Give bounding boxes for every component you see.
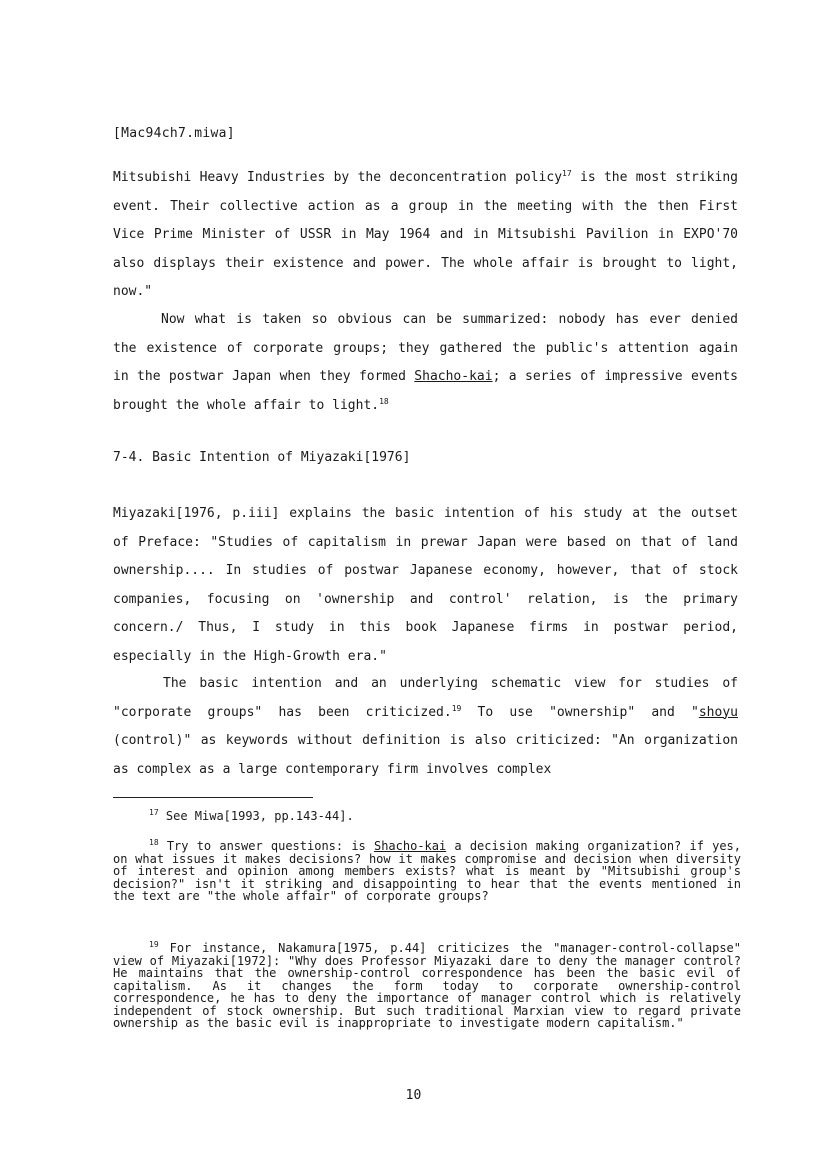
footnote-divider xyxy=(113,797,313,798)
footnote-17-text: See Miwa[1993, pp.143-44]. xyxy=(158,809,354,823)
paragraph-1-text-a: Mitsubishi Heavy Industries by the deconcentration policy xyxy=(113,170,563,185)
footnote-19-text: For instance, Nakamura[1975, p.44] criticizes the "manager-control-collapse" view of Miyazaki[1972]: "Why does Professor Miyazaki dare to deny the manager control? He maintains that the ownership-control correspondence has been the basic evil of capitalism. As it changes the form today to corporate ownership-control correspondence, he has to deny the importance of manager control which is relatively independent of stock ownership. But such traditional Marxian view to regard private ownership as the basic evil is inappropriate to investigate modern capitalism." xyxy=(113,941,741,1030)
footnote-number: 18 xyxy=(149,838,159,847)
paragraph-4-text-b: To use "ownership" and " xyxy=(461,704,699,720)
paragraph-2-text-b: ; a series of impressive events brought the whole affair to light. xyxy=(113,369,738,413)
section-heading: 7-4. Basic Intention of Miyazaki[1976] xyxy=(113,450,411,465)
footnote-19 xyxy=(113,942,741,1030)
paragraph-1-text-b: is the most striking event. Their collective action as a group in the meeting with the then First Vice Prime Minister of USSR in May 1964 and in Mitsubishi Pavilion in EXPO'70 also displays their existence and power. The whole affair is brought to light, now." xyxy=(113,170,738,299)
term-shacho-kai: Shacho-kai xyxy=(373,839,447,853)
footnote-18-text-b: a decision making organization? if yes, on what issues it makes decisions? how it makes compromise and decision when diversity of interest and opinion among members exists? what is meant by "Mitsubishi group's decision?" isn't it striking and disappointing to hear that the events mentioned in the text are "the whole affair" of corporate groups? xyxy=(113,839,742,903)
paragraph-2 xyxy=(113,306,738,420)
paragraph-3: Miyazaki[1976, p.iii] explains the basic intention of his study at the outset of Preface: "Studies of capitalism in prewar Japan were based on that of land ownership.... In studies of postwar Japanese economy, however, that of stock companies, focusing on 'ownership and control' relation, is the primary concern./ Thus, I study in this book Japanese firms in postwar period, especially in the High-Growth era." xyxy=(113,506,738,664)
document-id: [Mac94ch7.miwa] xyxy=(113,126,235,141)
footnote-18 xyxy=(113,840,741,903)
paragraph-1 xyxy=(113,164,738,307)
footnote-ref-19[interactable]: 19 xyxy=(451,703,462,713)
footnote-17 xyxy=(113,810,741,823)
paragraph-4-text-c: (control)" as keywords without definition is also criticized: "An organization as complex as a large contemporary firm involves complex xyxy=(113,733,738,777)
footnote-ref-17[interactable]: 17 xyxy=(562,169,572,178)
footnote-number: 17 xyxy=(149,808,159,817)
paragraph-4-text-a: The basic intention and an underlying schematic view for studies of "corporate groups" has been criticized. xyxy=(113,676,738,720)
paragraph-2-text-a: Now what is taken so obvious can be summarized: nobody has ever denied the existence of corporate groups; they gathered the public's attention again in the postwar Japan when they formed xyxy=(113,312,738,384)
term-shacho-kai: Shacho-kai xyxy=(414,369,493,384)
page-number: 10 xyxy=(405,1088,422,1103)
term-shoyu: shoyu xyxy=(698,704,738,720)
footnote-ref-18[interactable]: 18 xyxy=(379,396,389,406)
paragraph-4 xyxy=(113,670,738,784)
footnote-number: 19 xyxy=(149,940,159,949)
footnote-18-text-a: Try to answer questions: is xyxy=(158,839,374,853)
